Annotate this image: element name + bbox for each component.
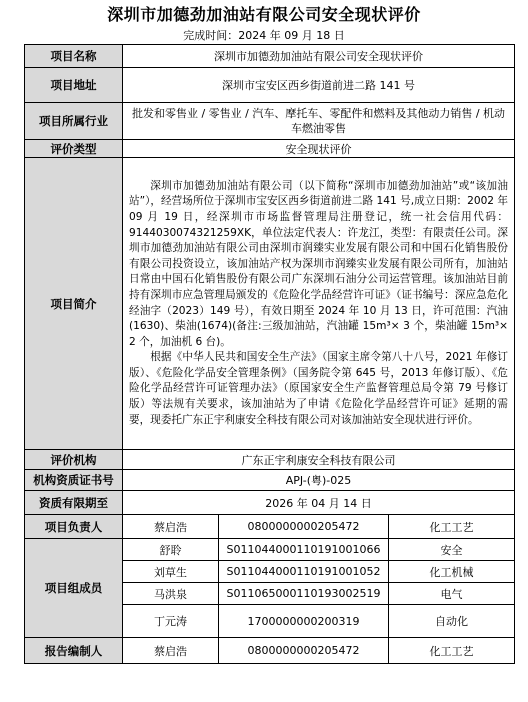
- author-label: 报告编制人: [25, 638, 123, 664]
- project-address-value: 深圳市宝安区西乡街道前进二路 141 号: [123, 68, 515, 103]
- row-project-address: [25, 68, 515, 103]
- member-major: 电气: [389, 583, 515, 605]
- row-project-name: [25, 45, 515, 68]
- author-cert: 0800000000205472: [219, 638, 389, 664]
- row-leader: [25, 515, 515, 539]
- row-author: [25, 638, 515, 664]
- agency-value: 广东正宇利康安全科技有限公司: [123, 450, 515, 470]
- row-introduction: [25, 158, 515, 450]
- member-name: 马洪泉: [123, 583, 219, 605]
- row-evaluation-type: [25, 140, 515, 158]
- member-cert: S011065000110193002519: [219, 583, 389, 605]
- row-agency: [25, 450, 515, 470]
- member-cert: 1700000000200319: [219, 605, 389, 638]
- project-name-value: 深圳市加德劲加油站有限公司安全现状评价: [123, 45, 515, 68]
- evaluation-type-value: 安全现状评价: [123, 140, 515, 158]
- row-validity: [25, 491, 515, 515]
- member-row: [25, 539, 515, 561]
- row-industry: [25, 103, 515, 140]
- project-address-label: 项目地址: [25, 68, 123, 103]
- member-major: 安全: [389, 539, 515, 561]
- introduction-paragraph-2: 根据《中华人民共和国安全生产法》（国家主席令第八十八号，2021 年修订版）、《危险化学品安全管理条例》（国务院令第 645 号，2013 年修订版）、《危险化学品经营许可证管理办法》（原国家安全生产监督管理总局令第 79 号修订版）等法规有关要求，该加油站为了申请《危险化学品经营许可证》延期的需要，现委托广东正宇利康安全科技有限公司对该加油站安全现状进行评价。: [129, 351, 509, 426]
- member-major: 自动化: [389, 605, 515, 638]
- author-major: 化工工艺: [389, 638, 515, 664]
- industry-label: 项目所属行业: [25, 103, 123, 140]
- introduction-label: 项目简介: [25, 158, 123, 450]
- author-name: 蔡启浩: [123, 638, 219, 664]
- leader-name: 蔡启浩: [123, 515, 219, 539]
- member-cert: S011044000110191001052: [219, 561, 389, 583]
- member-name: 刘草生: [123, 561, 219, 583]
- project-name-label: 项目名称: [25, 45, 123, 68]
- document-title: 深圳市加德劲加油站有限公司安全现状评价: [107, 5, 421, 24]
- completion-date: 完成时间：2024 年 09 月 18 日: [183, 29, 345, 42]
- cert-no-value: APJ-(粤)-025: [123, 470, 515, 491]
- validity-label: 资质有限期至: [25, 491, 123, 515]
- leader-cert: 0800000000205472: [219, 515, 389, 539]
- introduction-paragraph-1: 深圳市加德劲加油站有限公司（以下简称“深圳市加德劲加油站”或“该加油站”），经营场所位于深圳市宝安区西乡街道前进二路 141 号,成立日期：2002 年 09 月 19 日，经深圳市市场监督管理局注册登记，统一社会信用代码：9144030074321259XK，单位法定代表人：许龙江，类型：有限责任公司。深圳市加德劲加油站有限公司由深圳市润臻实业发展有限公司和中国石化销售股份有限公司投资设立，该加油站产权为深圳市润臻实业发展有限公司所有，加油站日常由中国石化销售股份有限公司广东深圳石油分公司运营管理。该加油站目前持有深圳市应急管理局颁发的《危险化学品经营许可证》（证书编号：深应急危化经油字（2023）149 号），有效日期至 2024 年 10 月 13 日，许可范围：汽油(1630)、柴油(1674)(备注:三级加油站，汽油罐 15m³× 3 个，柴油罐 15m³× 2 个，加油机 6 台)。: [129, 179, 509, 348]
- cert-no-label: 机构资质证书号: [25, 470, 123, 491]
- member-major: 化工机械: [389, 561, 515, 583]
- member-name: 丁元涛: [123, 605, 219, 638]
- industry-value: 批发和零售业 / 零售业 / 汽车、摩托车、零配件和燃料及其他动力销售 / 机动车燃油零售: [123, 103, 515, 140]
- agency-label: 评价机构: [25, 450, 123, 470]
- evaluation-info-table: [24, 44, 515, 664]
- leader-label: 项目负责人: [25, 515, 123, 539]
- row-cert-no: [25, 470, 515, 491]
- leader-major: 化工工艺: [389, 515, 515, 539]
- members-label: 项目组成员: [25, 539, 123, 638]
- introduction-text: [123, 158, 515, 450]
- evaluation-type-label: 评价类型: [25, 140, 123, 158]
- member-name: 舒聆: [123, 539, 219, 561]
- validity-value: 2026 年 04 月 14 日: [123, 491, 515, 515]
- member-cert: S011044000110191001066: [219, 539, 389, 561]
